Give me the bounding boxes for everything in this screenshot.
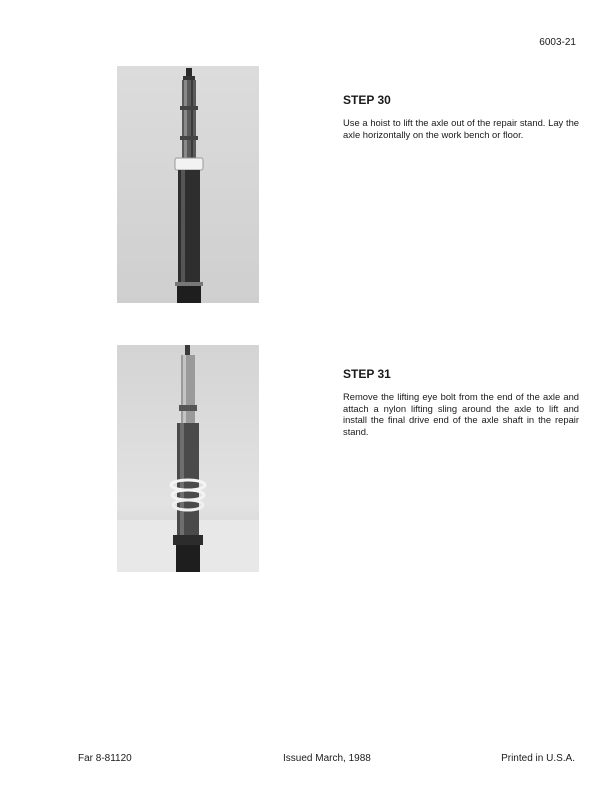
axle-photo-step-30 — [117, 66, 259, 303]
step-31 — [343, 367, 579, 437]
step-31-title: STEP 31 — [343, 367, 391, 381]
step-31-text: Remove the lifting eye bolt from the end of the axle and attach a nylon lifting sling around the axle to lift and install the final drive end of the axle shaft in the repair stand. — [343, 391, 579, 437]
axle-photo-step-31 — [117, 345, 259, 572]
footer-issue-date: Issued March, 1988 — [283, 753, 371, 764]
footer-printed-in: Printed in U.S.A. — [501, 753, 575, 764]
step-30-text: Use a hoist to lift the axle out of the repair stand. Lay the axle horizontally on the work bench or floor. — [343, 117, 579, 140]
page-number: 6003-21 — [539, 37, 576, 48]
step-30-title: STEP 30 — [343, 93, 391, 107]
step-30 — [343, 93, 579, 140]
footer-form-number: Far 8-81120 — [78, 753, 132, 764]
